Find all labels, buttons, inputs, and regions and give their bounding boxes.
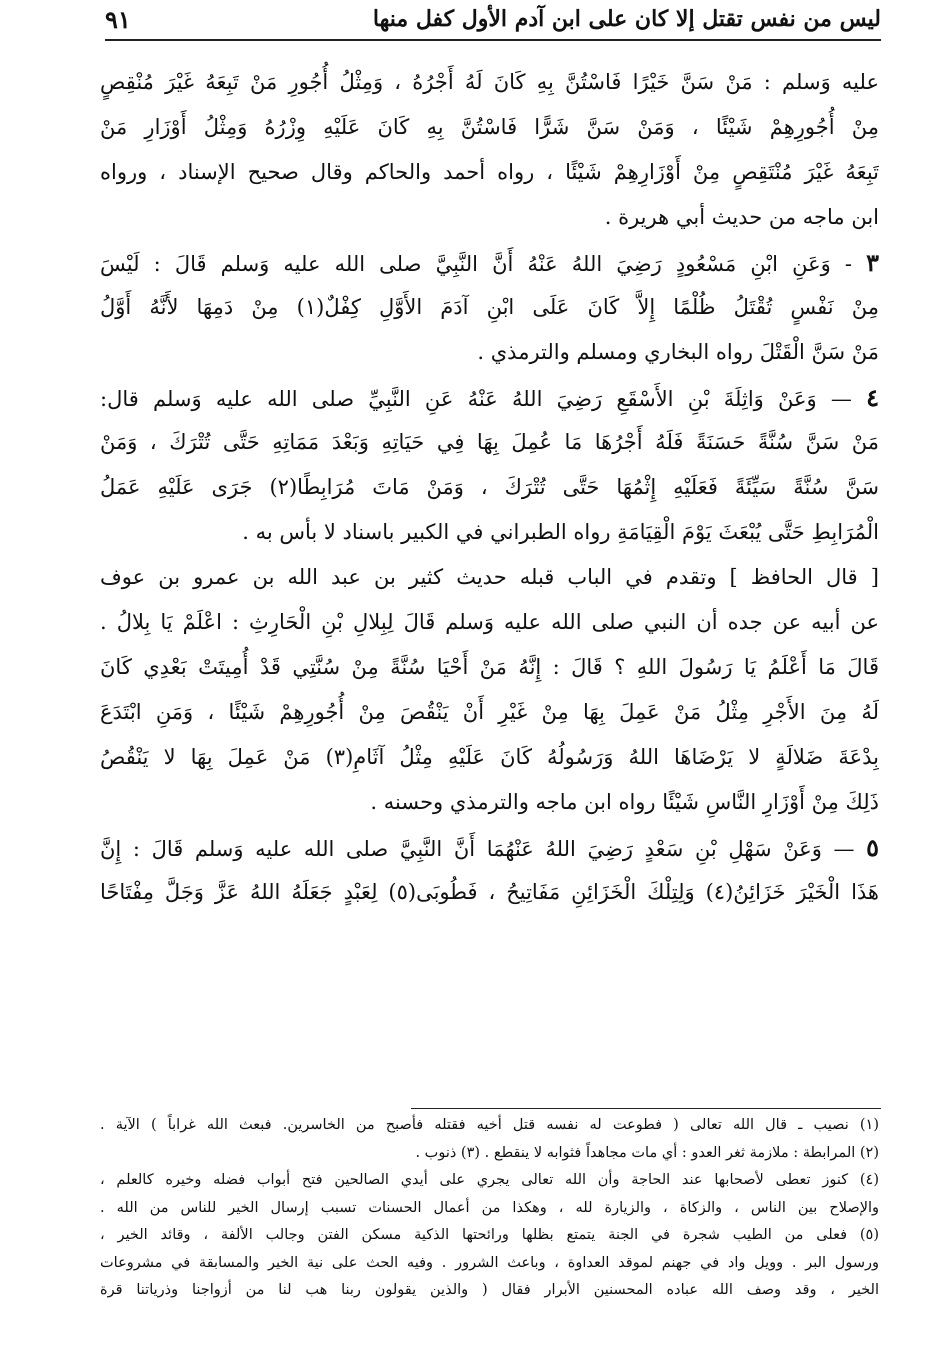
hadith-number: ٣ — [866, 248, 879, 277]
footnote-divider — [411, 1108, 881, 1109]
running-title: ليس من نفس تقتل إلا كان على ابن آدم الأول كفل منها — [372, 6, 881, 32]
main-text — [100, 60, 879, 915]
text-line: قَالَ مَا أَعْلَمُ يَا رَسُولَ اللهِ ؟ قَالَ : إِنَّهُ مَنْ أَحْيَا سُنَّةً مِنْ سُنَّتِي قَدْ أُمِيتَتْ بَعْدِي كَانَ — [100, 655, 879, 679]
footnote-line: ورسول البر . وويل واد في جهنم لموقد العداوة ، وباعث الشرور . وفيه الحث على نية الخير والمسابقة في مشروعات — [100, 1254, 879, 1271]
text-line: لَهُ مِنَ الأَجْرِ مِثْلُ مَنْ عَمِلَ بِهَا مِنْ غَيْرِ أَنْ يَنْقُصَ مِنْ أُجُورِهِمْ شَيْئًا ، وَمَنِ ابْتَدَعَ — [100, 700, 879, 724]
text-span: — وَعَنْ سَهْلِ بْنِ سَعْدٍ رَضِيَ اللهُ عَنْهُمَا أَنَّ النَّبِيَّ صلى الله عليه وَسلم قَالَ : إِنَّ — [100, 837, 855, 861]
text-line: مِنْ أُجُورِهِمْ شَيْئًا ، وَمَنْ سَنَّ شَرًّا فَاسْتُنَّ بِهِ كَانَ عَلَيْهِ وِزْرُهُ وَمِثْلُ أَوْزَارِ مَنْ — [100, 115, 879, 139]
hafiz-note — [100, 555, 879, 825]
text-line: سَنَّ سُنَّةً سَيِّئَةً فَعَلَيْهِ إِثْمُهَا حَتَّى تُتْرَكَ ، وَمَنْ مَاتَ مُرَابِطًا(٢) جَرَى عَلَيْهِ عَمَلُ — [100, 475, 879, 499]
hadith-5 — [100, 825, 879, 915]
text-line: ذَلِكَ مِنْ أَوْزَارِ النَّاسِ شَيْئًا رواه ابن ماجه والترمذي وحسنه . — [370, 790, 879, 814]
text-line: عليه وَسلم : مَنْ سَنَّ خَيْرًا فَاسْتُنَّ بِهِ كَانَ لَهُ أَجْرُهُ ، وَمِثْلُ أُجُورِ مَنْ تَبِعَهُ غَيْرَ مُنْقِصٍ — [100, 70, 879, 94]
footnote-line: (٢) المرابطة : ملازمة ثغر العدو : أي مات مجاهداً فثوابه لا ينقطع . (٣) ذنوب . — [415, 1144, 879, 1161]
hadith-number: ٤ — [866, 383, 879, 412]
text-line: تَبِعَهُ غَيْرَ مُنْتَقِصٍ مِنْ أَوْزَارِهِمْ شَيْئًا ، رواه أحمد والحاكم وقال صحيح الإسناد ، ورواه — [100, 160, 879, 184]
text-span: - وَعَنِ ابْنِ مَسْعُودٍ رَضِيَ اللهُ عَنْهُ أَنَّ النَّبِيَّ صلى الله عليه وَسلم قَالَ : لَيْسَ — [100, 252, 852, 276]
text-line: مِنْ نَفْسٍ تُقْتَلُ ظُلْمًا إِلاَّ كَانَ عَلَى ابْنِ آدَمَ الأَوَّلِ كِفْلٌ(١) مِنْ دَمِهَا لأَنَّهُ أَوَّلُ — [100, 295, 879, 319]
hadith-4 — [100, 375, 879, 555]
text-line: ابن ماجه من حديث أبي هريرة . — [604, 205, 879, 229]
footnotes — [100, 1112, 879, 1305]
header-divider — [105, 39, 881, 41]
text-line: مَنْ سَنَّ الْقَتْلَ رواه البخاري ومسلم والترمذي . — [477, 340, 879, 364]
hadith-number: ٥ — [866, 833, 879, 862]
page-header — [105, 0, 881, 38]
page-number: ٩١ — [105, 4, 131, 34]
footnote-line: (٤) كنوز تعطى لأصحابها عند الحاجة وأن الله تعالى يجري على أيدي الصالحين فتح أبواب فضله وخيره كالعلم ، — [100, 1172, 879, 1188]
text-line — [100, 240, 879, 285]
text-line — [100, 825, 879, 870]
text-line: بِدْعَةَ ضَلالَةٍ لا يَرْضَاهَا اللهُ وَرَسُولُهُ كَانَ عَلَيْهِ مِثْلُ آثَامِ(٣) مَنْ عَمِلَ بِهَا لا يَنْقُصُ — [100, 745, 879, 769]
text-line: الْمُرَابِطِ حَتَّى يُبْعَثَ يَوْمَ الْقِيَامَةِ رواه الطبراني في الكبير باسناد لا بأس به . — [242, 520, 879, 544]
text-line: مَنْ سَنَّ سُنَّةً حَسَنَةً فَلَهُ أَجْرُهَا مَا عُمِلَ بِهَا فِي حَيَاتِهِ وَبَعْدَ مَمَاتِهِ حَتَّى تُتْرَكَ ، وَمَنْ — [100, 430, 879, 454]
paragraph-intro — [100, 60, 879, 240]
footnote-line: (١) نصيب ـ قال الله تعالى ( فطوعت له نفسه قتل أخيه فقتله فأصبح من الخاسرين. فبعث الله غراباً ) الآية . — [100, 1117, 879, 1133]
text-span: — وَعَنْ وَاثِلَةَ بْنِ الأَسْقَعِ رَضِيَ اللهُ عَنْهُ عَنِ النَّبِيِّ صلى الله عليه وَسلم قال: — [100, 387, 852, 411]
footnote-line: والإصلاح بين الناس ، والزكاة ، والزيارة لله ، وهكذا من أعمال الحسنات تسبب إرسال الخير للناس من الله . — [100, 1199, 879, 1216]
footnote-line: الخير ، وقد وصف الله عباده المحسنين الأبرار فقال ( والذين يقولون ربنا هب لنا من أزواجنا وذرياتنا قرة — [100, 1282, 879, 1298]
hadith-3 — [100, 240, 879, 375]
text-line: هَذَا الْخَيْرَ خَزَائِنُ(٤) وَلِتِلْكَ الْخَزَائِنِ مَفَاتِيحُ ، فَطُوبَى(٥) لِعَبْدٍ جَعَلَهُ اللهُ عَزَّ وَجَلَّ مِفْتَاحًا — [100, 880, 879, 904]
footnote-line: (٥) فعلى من الطيب شجرة في الجنة يتمتع بظلها ورائحتها الذكية مسكن الفتن وجالب الألفة ، وقائد الخير ، — [100, 1227, 879, 1243]
text-line: عن أبيه عن جده أن النبي صلى الله عليه وَسلم قَالَ لِبِلالِ بْنِ الْحَارِثِ : اعْلَمْ يَا بِلالُ . — [100, 610, 879, 634]
text-line — [100, 375, 879, 420]
text-line: [ قال الحافظ ] وتقدم في الباب قبله حديث كثير بن عبد الله بن عمرو بن عوف — [100, 565, 879, 589]
